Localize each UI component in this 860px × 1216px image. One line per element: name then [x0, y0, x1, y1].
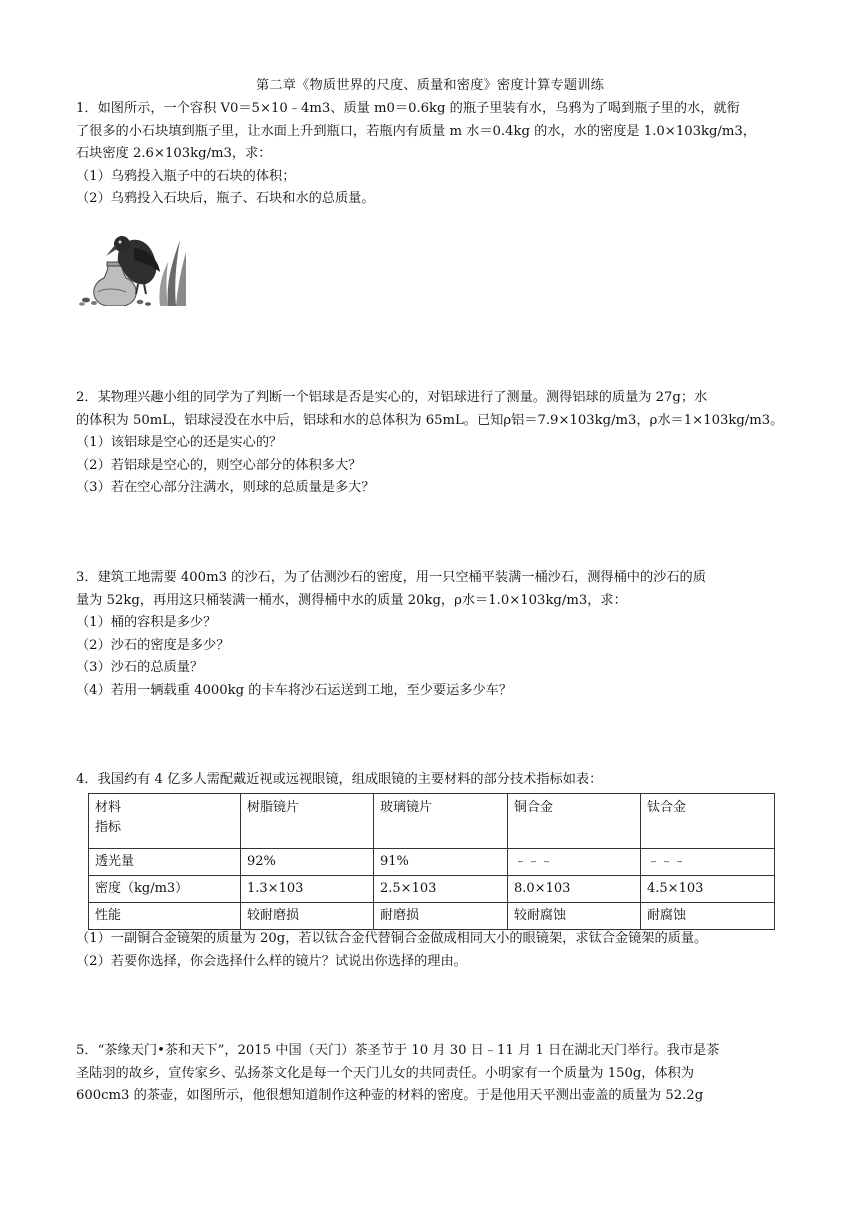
table-cell: 2.5×103	[374, 876, 508, 903]
table-cell: 8.0×103	[508, 876, 641, 903]
q1-line-3: 石块密度 2.6×103kg/m3，求：	[76, 146, 272, 161]
q5-line-2: 圣陆羽的故乡，宣传家乡、弘扬茶文化是每一个天门儿女的共同责任。小明家有一个质量为 150g，体积为	[76, 1065, 695, 1081]
header-index: 指标	[95, 820, 122, 835]
table-cell: 耐腐蚀	[641, 903, 775, 930]
q4-sub-1: （1）一副铜合金镜架的质量为 20g，若以钛合金代替铜合金做成相同大小的眼镜架，求钛合金镜架的质量。	[76, 931, 708, 946]
table-cell: 较耐磨损	[241, 903, 374, 930]
q5-line-1: 5．“茶缘天门•茶和天下”，2015 中国（天门）茶圣节于 10 月 30 日﹣11 月 1 日在湖北天门举行。我市是茶	[76, 1043, 720, 1058]
q3-sub-4: （4）若用一辆载重 4000kg 的卡车将沙石运送到工地，至少要运多少车？	[76, 682, 513, 698]
q4-line-1: 4．我国约有 4 亿多人需配戴近视或远视眼镜，组成眼镜的主要材料的部分技术指标如表：	[76, 772, 603, 787]
q4-sub-2: （2）若要你选择，你会选择什么样的镜片？试说出你选择的理由。	[76, 953, 467, 969]
question-2	[76, 387, 790, 500]
row-label: 透光量	[89, 849, 241, 876]
col-header: 玻璃镜片	[374, 794, 508, 849]
col-header: 树脂镜片	[241, 794, 374, 849]
q2-sub-2: （2）若铝球是空心的，则空心部分的体积多大？	[76, 457, 362, 473]
row-label: 性能	[89, 903, 241, 930]
table-cell: ﹣﹣﹣	[641, 849, 775, 876]
q3-sub-3: （3）沙石的总质量？	[76, 660, 204, 675]
q2-sub-3: （3）若在空心部分注满水，则球的总质量是多大？	[76, 480, 375, 495]
row-label: 密度（kg/m3）	[89, 876, 241, 903]
q1-line-1: 1．如图所示，一个容积 V0＝5×10﹣4m3、质量 m0＝0.6kg 的瓶子里装有水，乌鸦为了喝到瓶子里的水，就衔	[76, 101, 740, 116]
q3-sub-2: （2）沙石的密度是多少？	[76, 637, 230, 653]
crow-bottle-illustration	[76, 222, 186, 306]
table-cell: 4.5×103	[641, 876, 775, 903]
col-header: 铜合金	[508, 794, 641, 849]
lens-materials-table	[88, 793, 775, 930]
q2-sub-1: （1）该铝球是空心的还是实心的？	[76, 435, 283, 450]
q1-sub-2: （2）乌鸦投入石块后，瓶子、石块和水的总质量。	[76, 191, 375, 206]
table-header-row	[89, 794, 775, 849]
q5-line-3: 600cm3 的茶壶，如图所示，他很想知道制作这种壶的材料的密度。于是他用天平测出壶盖的质量为 52.2g	[76, 1088, 704, 1103]
q3-sub-1: （1）桶的容积是多少？	[76, 615, 217, 630]
table-cell: ﹣﹣﹣	[508, 849, 641, 876]
q3-line-2: 量为 52kg，再用这只桶装满一桶水，测得桶中水的质量 20kg，ρ水＝1.0×103kg/m3，求：	[76, 592, 627, 608]
question-5	[76, 1040, 790, 1108]
table-cell: 耐磨损	[374, 903, 508, 930]
page-title: 第二章《物质世界的尺度、质量和密度》密度计算专题训练	[255, 78, 605, 93]
question-3	[76, 567, 790, 702]
table-corner-cell	[89, 794, 241, 849]
q2-line-2: 的体积为 50mL，铝球浸没在水中后，铝球和水的总体积为 65mL。已知ρ铝＝7.9×103kg/m3，ρ水＝1×103kg/m3。	[76, 412, 784, 428]
table-row	[89, 849, 775, 876]
question-1	[76, 98, 790, 211]
q1-line-2: 了很多的小石块填到瓶子里，让水面上升到瓶口，若瓶内有质量 m 水＝0.4kg 的水，水的密度是 1.0×103kg/m3，	[76, 123, 756, 139]
col-header: 钛合金	[641, 794, 775, 849]
table-cell: 较耐腐蚀	[508, 903, 641, 930]
q2-line-1: 2．某物理兴趣小组的同学为了判断一个铝球是否是实心的，对铝球进行了测量。测得铝球的质量为 27g；水	[76, 390, 708, 405]
table-row	[89, 876, 775, 903]
table-cell: 1.3×103	[241, 876, 374, 903]
header-material: 材料	[95, 800, 122, 815]
table-cell: 92%	[241, 849, 374, 876]
question-4-subquestions	[76, 928, 790, 973]
q1-sub-1: （1）乌鸦投入瓶子中的石块的体积；	[76, 168, 296, 184]
q3-line-1: 3．建筑工地需要 400m3 的沙石，为了估测沙石的密度，用一只空桶平装满一桶沙石，测得桶中的沙石的质	[76, 570, 706, 585]
question-4	[76, 769, 790, 792]
table-row	[89, 903, 775, 930]
table-cell: 91%	[374, 849, 508, 876]
